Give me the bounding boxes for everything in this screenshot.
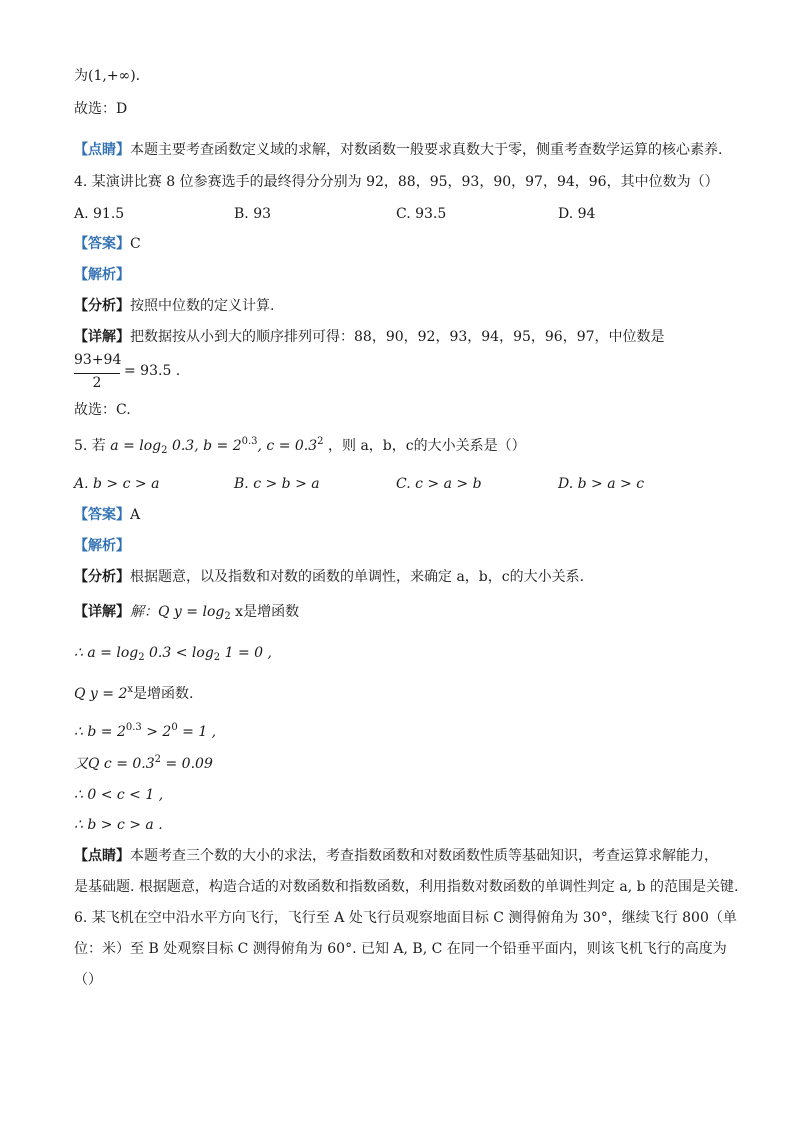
q5-a-expr: a = log <box>110 438 162 454</box>
q5-c-expr: , c = 0.3 <box>257 438 318 454</box>
q5-x1: 解：Q y = log <box>130 604 225 620</box>
question-6-line-2: 位：米）至 B 处观察目标 C 测得俯角为 60°. 已知 A, B, C 在同一个铅垂平面内，则该飞机飞行的高度为 <box>74 941 727 957</box>
prev-dianjing <box>74 140 722 160</box>
answer-tag: 【答案】 <box>74 507 130 523</box>
question-5-stem <box>74 436 526 458</box>
fraction-numerator: 93+94 <box>74 352 122 368</box>
xiangjie-text: 把数据按从小到大的顺序排列可得：88，90，92，93，94，95，96，97，中位数是 <box>130 329 665 345</box>
q5-option-b: B. c > b > a <box>234 476 320 492</box>
fenxi-tag: 【分析】 <box>74 298 130 314</box>
q5-b-sup: 0.3 <box>241 436 258 447</box>
q5-x1-sub: 2 <box>224 611 231 622</box>
q5-x3: Q y = 2 <box>74 686 128 702</box>
fraction-bar <box>74 373 120 374</box>
q5-x3-end: 是增函数. <box>133 686 194 702</box>
dianjing-text: 本题主要考查函数定义域的求解，对数函数一般要求真数大于零，侧重考查数学运算的核心素养. <box>130 142 723 158</box>
q5-x2-end: 1 = 0 , <box>220 645 272 661</box>
fraction-denominator: 2 <box>92 375 102 391</box>
q5-xiangjie-4 <box>74 722 216 744</box>
q5-dianjing-cont: 是基础题. 根据题意，构造合适的对数函数和指数函数，利用指数对数函数的单调性判定 a, b 的范围是关键. <box>74 879 739 895</box>
q4-xiangjie <box>74 327 665 347</box>
q5-x4-sup2: 0 <box>171 722 178 733</box>
fenxi-text: 按照中位数的定义计算. <box>130 298 275 314</box>
q5-xiangjie-6: ∴ 0 < c < 1 , <box>74 787 164 803</box>
question-6-line-1: 6. 某飞机在空中沿水平方向飞行，飞行至 A 处飞行员观察地面目标 C 测得俯角为 30°，继续飞行 800（单 <box>74 910 737 926</box>
q5-x5-end: = 0.09 <box>161 756 213 772</box>
dianjing-text: 本题考查三个数的大小的求法，考查指数函数和对数函数性质等基础知识，考查运算求解能力， <box>130 848 718 864</box>
jiexi-tag: 【解析】 <box>74 267 130 283</box>
q5-prefix: 5. 若 <box>74 438 106 454</box>
q5-jiexi <box>74 536 130 556</box>
q5-x4: ∴ b = 2 <box>74 724 126 740</box>
prev-choice: 故选：D <box>74 101 128 117</box>
q5-xiangjie-5 <box>74 754 213 776</box>
q5-option-c: C. c > a > b <box>396 476 482 492</box>
q4-option-a: A. 91.5 <box>74 206 125 222</box>
q5-x4-sup1: 0.3 <box>125 722 142 733</box>
q5-suffix: ，则 a，b，c的大小关系是（） <box>328 438 526 454</box>
q5-c-sup: 2 <box>317 436 324 447</box>
dianjing-tag: 【点睛】 <box>74 848 130 864</box>
xiangjie-tag: 【详解】 <box>74 604 130 620</box>
prev-answer-range: 为(1,+∞). <box>74 68 141 84</box>
q5-answer <box>74 505 140 525</box>
q5-x2-sub2: 2 <box>213 652 221 663</box>
q5-option-d: D. b > a > c <box>558 476 645 492</box>
fenxi-tag: 【分析】 <box>74 569 130 585</box>
q5-x2-sub1: 2 <box>138 652 145 663</box>
q5-fenxi <box>74 567 584 587</box>
answer-tag: 【答案】 <box>74 236 130 252</box>
q5-dianjing <box>74 846 718 866</box>
question-6-line-3: （） <box>74 972 102 988</box>
q5-x3-sup: x <box>127 684 134 695</box>
q5-xiangjie-2 <box>74 643 272 665</box>
q4-xuan: 故选：C. <box>74 402 131 418</box>
answer-value: A <box>130 507 141 523</box>
q5-x2-mid: 0.3 < log <box>144 645 214 661</box>
q5-a-sub: 2 <box>161 445 168 456</box>
q5-xiangjie-3 <box>74 684 193 706</box>
q5-x4-mid: > 2 <box>141 724 172 740</box>
q4-answer <box>74 234 141 254</box>
median-fraction <box>74 352 181 398</box>
fraction-result: = 93.5 . <box>124 363 181 379</box>
q5-option-a: A. b > c > a <box>74 476 160 492</box>
q5-a-rest: 0.3, b = 2 <box>167 438 242 454</box>
fenxi-text: 根据题意，以及指数和对数的函数的单调性，来确定 a，b，c的大小关系. <box>130 569 585 585</box>
q5-x2: ∴ a = log <box>74 645 139 661</box>
jiexi-tag: 【解析】 <box>74 538 130 554</box>
q5-x1-rest: x是增函数 <box>230 604 300 620</box>
question-4-stem: 4. 某演讲比赛 8 位参赛选手的最终得分分别为 92，88，95，93，90，97，94，96，其中位数为（） <box>74 174 719 190</box>
q4-fenxi <box>74 296 274 316</box>
xiangjie-tag: 【详解】 <box>74 329 130 345</box>
dianjing-tag: 【点睛】 <box>74 142 130 158</box>
q5-xiangjie-1 <box>74 602 299 624</box>
answer-value: C <box>130 236 141 252</box>
q4-option-c: C. 93.5 <box>396 206 447 222</box>
q5-x5-sup: 2 <box>154 754 162 765</box>
q4-option-b: B. 93 <box>234 206 272 222</box>
q4-option-d: D. 94 <box>558 206 596 222</box>
q5-x4-end: = 1 , <box>177 724 217 740</box>
q5-xiangjie-7: ∴ b > c > a . <box>74 817 163 833</box>
q5-x5: 又Q c = 0.3 <box>74 756 155 772</box>
q4-jiexi <box>74 265 130 285</box>
